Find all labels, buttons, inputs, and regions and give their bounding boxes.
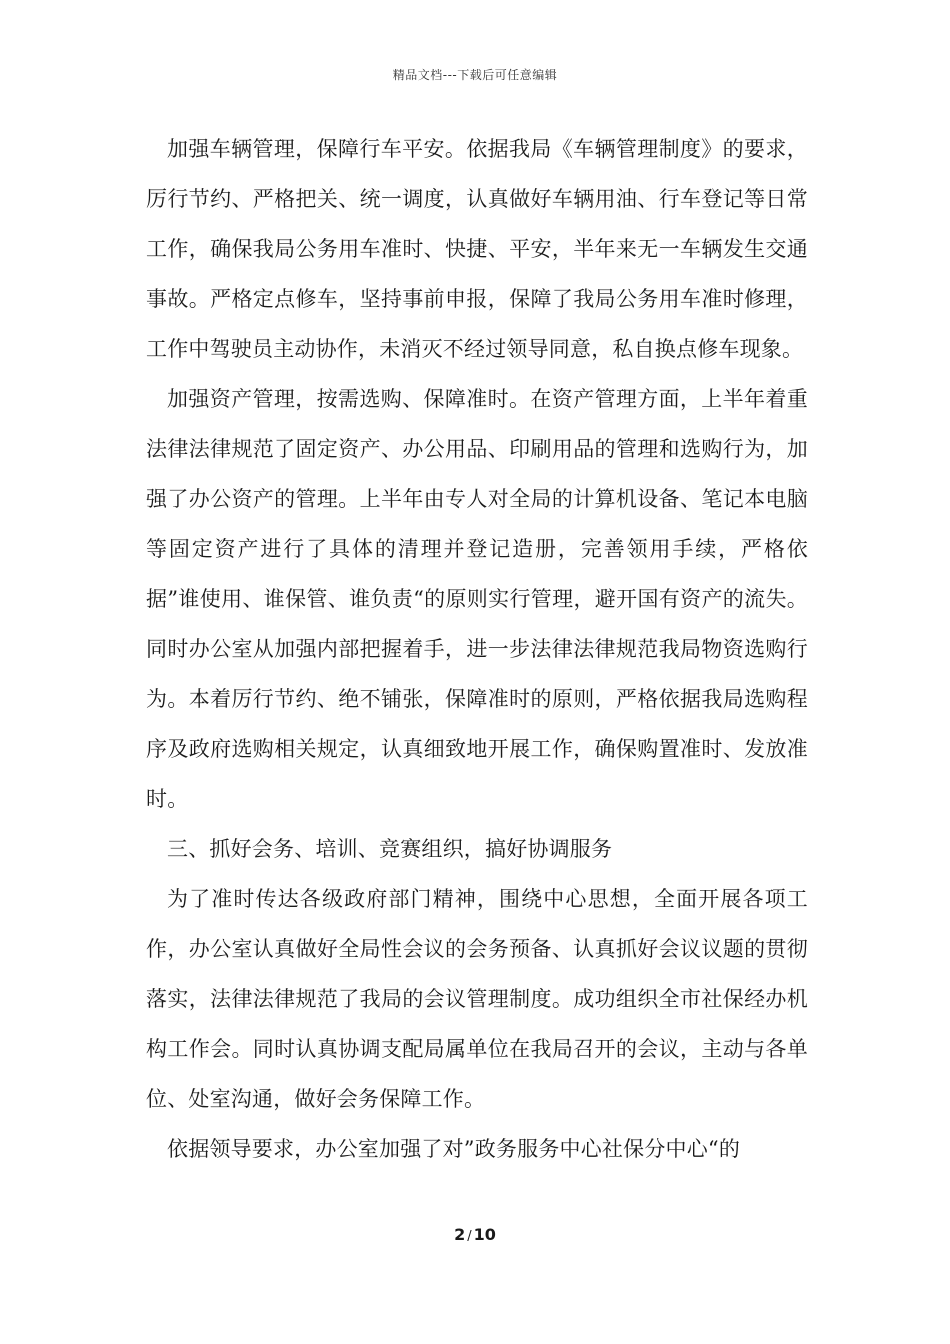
paragraph-meeting-services: 为了准时传达各级政府部门精神，围绕中心思想，全面开展各项工作，办公室认真做好全局性会议的会务预备、认真抓好会议议题的贯彻落实，法律法律规范了我局的会议管理制度。成功组织全市社保经办机构工作会。同时认真协调支配局属单位在我局召开的会议，主动与各单位、处室沟通，做好会务保障工作。 (146, 887, 808, 1111)
paragraph-vehicle-management: 加强车辆管理，保障行车平安。依据我局《车辆管理制度》的要求，厉行节约、严格把关、统一调度，认真做好车辆用油、行车登记等日常工作，确保我局公务用车准时、快捷、平安，半年来无一车辆发生交通事故。严格定点修车，坚持事前申报，保障了我局公务用车准时修理，工作中驾驶员主动协作，未消灭不经过领导同意，私自换点修车现象。 (146, 137, 808, 361)
section-heading-meetings: 三、抓好会务、培训、竞赛组织，搞好协调服务 (167, 837, 613, 861)
document-body (146, 124, 808, 1174)
paragraph-asset-management: 加强资产管理，按需选购、保障准时。在资产管理方面，上半年着重法律法律规范了固定资产、办公用品、印刷用品的管理和选购行为，加强了办公资产的管理。上半年由专人对全局的计算机设备、笔记本电脑等固定资产进行了具体的清理并登记造册，完善领用手续，严格依据”谁使用、谁保管、谁负责“的原则实行管理，避开国有资产的流失。同时办公室从加强内部把握着手，进一步法律法律规范我局物资选购行为。本着厉行节约、绝不铺张，保障准时的原则，严格依据我局选购程序及政府选购相关规定，认真细致地开展工作，确保购置准时、发放准时。 (146, 387, 808, 811)
total-pages: 10 (473, 1225, 496, 1244)
page-number (0, 1225, 950, 1244)
page-header: 精品文档---下载后可任意编辑 (392, 68, 558, 82)
page-separator: / (467, 1229, 472, 1244)
paragraph-service-center: 依据领导要求，办公室加强了对”政务服务中心社保分中心“的 (167, 1137, 741, 1161)
current-page: 2 (454, 1225, 466, 1244)
